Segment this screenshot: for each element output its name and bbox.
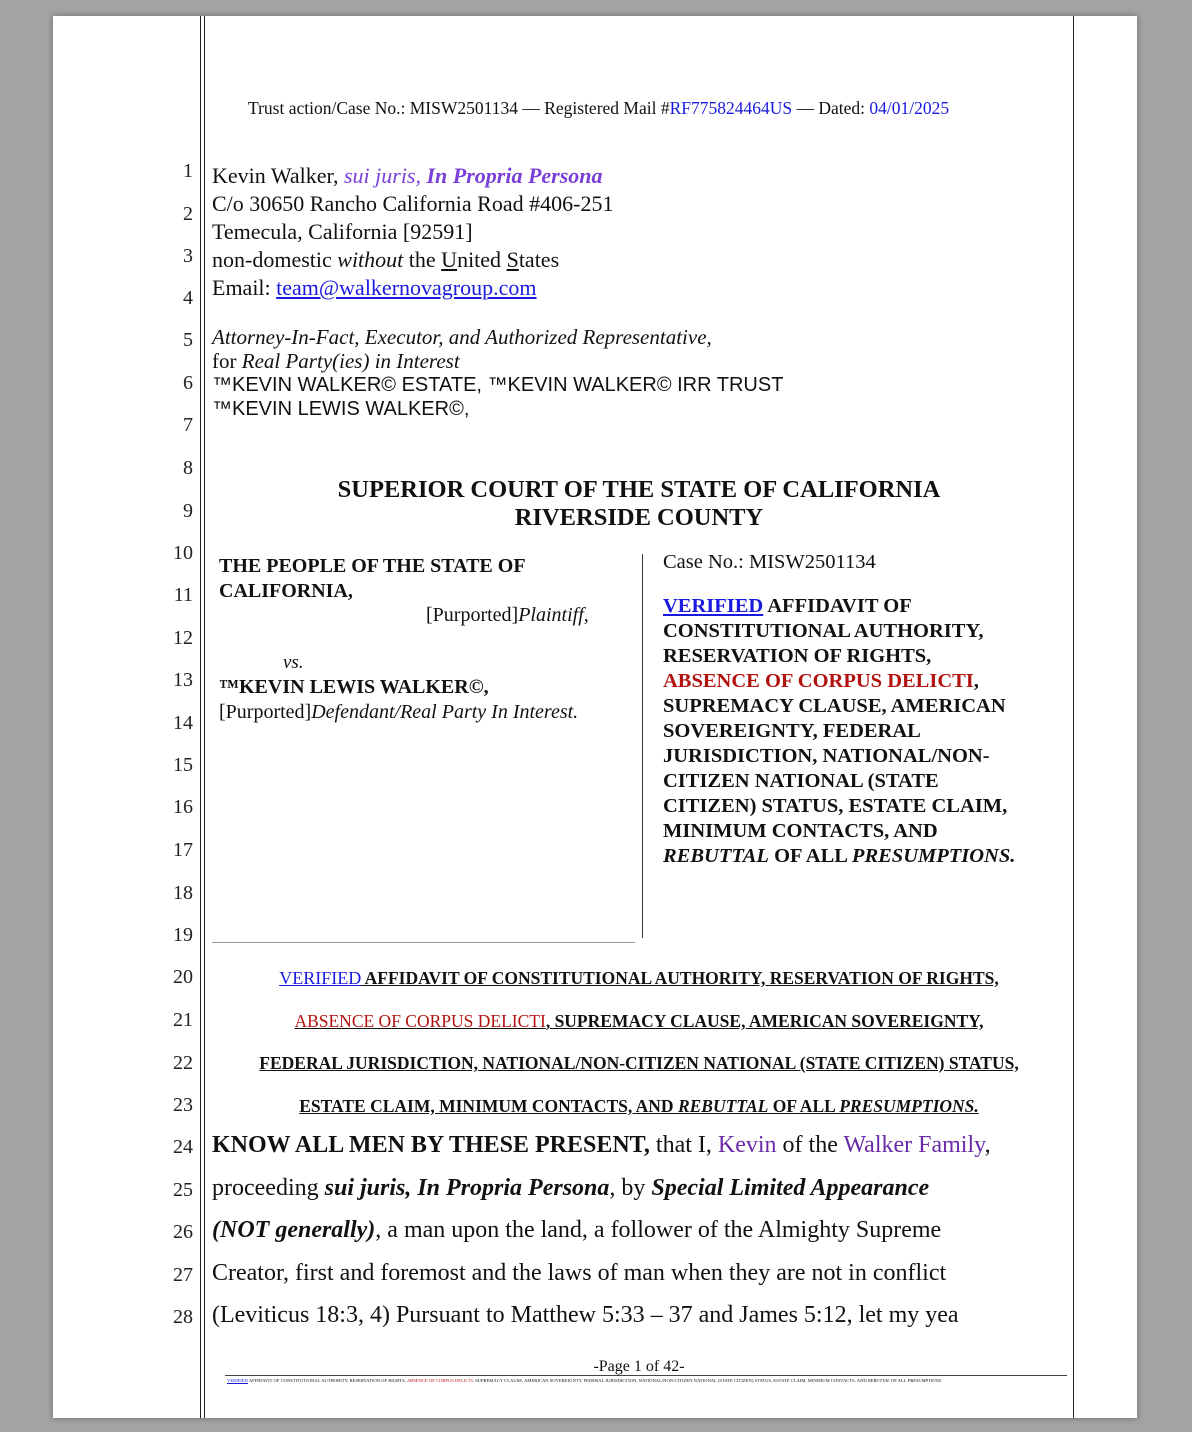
court-title (205, 476, 1073, 532)
body-line-3: (NOT generally), a man upon the land, a follower of the Almighty Supreme (212, 1217, 942, 1243)
line-number: 4 (183, 287, 193, 309)
body-line-5: (Leviticus 18:3, 4) Pursuant to Matthew 5:33 – 37 and James 5:12, let my yea (212, 1302, 959, 1328)
real-party-label: Real Party(ies) in Interest (241, 349, 460, 373)
body-line-1: KNOW ALL MEN BY THESE PRESENT, that I, Kevin of the Walker Family, (212, 1132, 991, 1158)
line-number: 15 (173, 754, 193, 776)
plaintiff-role: [Purported]Plaintiff, (426, 604, 589, 626)
line-number: 9 (183, 500, 193, 522)
heading-line-1: VERIFIED AFFIDAVIT OF CONSTITUTIONAL AUTHORITY, RESERVATION OF RIGHTS, (279, 968, 999, 988)
document-page (53, 16, 1137, 1418)
line-number: 1 (183, 160, 193, 182)
line-number: 24 (173, 1136, 193, 1158)
line-number: 6 (183, 372, 193, 394)
header-date: 04/01/2025 (869, 98, 950, 118)
heading-line-3: FEDERAL JURISDICTION, NATIONAL/NON-CITIZEN NATIONAL (STATE CITIZEN) STATUS, (259, 1053, 1019, 1073)
first-name: Kevin (717, 1132, 777, 1158)
line-number: 12 (173, 627, 193, 649)
line-number: 16 (173, 796, 193, 818)
line-number: 28 (173, 1306, 193, 1328)
versus-label: vs. (283, 652, 304, 673)
verified-link[interactable]: VERIFIED (663, 595, 764, 617)
line-number: 10 (173, 542, 193, 564)
right-margin-rule (1073, 16, 1074, 1418)
registered-mail-number: RF775824464US (669, 98, 793, 118)
document-title: VERIFIED AFFIDAVIT OF CONSTITUTIONAL AUTHORITY, RESERVATION OF RIGHTS, ABSENCE OF CORPUS DELICTI, SUPREMACY CLAUSE, AMERICAN SOVEREIGNTY, FEDERAL JURISDICTION, NATIONAL/NON- CITIZEN NATIONAL (STATE CITIZEN) STATUS, ESTATE CLAIM, MINIMUM CONTACTS, AND REBUTTAL OF ALL PRESUMPTIONS. (663, 595, 1016, 867)
absence-corpus-delicti: ABSENCE OF CORPUS DELICTI (663, 670, 974, 692)
sui-juris-label: sui juris, (343, 163, 427, 188)
case-number: Case No.: MISW2501134 (663, 551, 876, 573)
page-number: -Page 1 of 42- (593, 1358, 685, 1375)
address-block (212, 162, 613, 302)
party-name: Kevin Walker, (212, 163, 344, 188)
email-label: Email: (212, 275, 277, 300)
address-city-line: Temecula, California [92591] (212, 219, 473, 244)
line-number: 13 (173, 669, 193, 691)
defendant-role: [Purported]Defendant/Real Party In Interest. (219, 701, 579, 723)
line-number: 18 (173, 882, 193, 904)
in-propria-label: In Propria Persona (426, 163, 603, 188)
caption-bottom-rule (212, 942, 635, 943)
line-number: 8 (183, 457, 193, 479)
header-case-text: Trust action/Case No.: MISW2501134 — Registered Mail # (248, 98, 670, 118)
caption-divider (642, 554, 643, 938)
line-number: 22 (173, 1052, 193, 1074)
estate-trust-line: ™KEVIN WALKER© ESTATE, ™KEVIN WALKER© IRR TRUST (212, 374, 784, 396)
line-number: 14 (173, 712, 193, 734)
line-number: 26 (173, 1221, 193, 1243)
line-number: 23 (173, 1094, 193, 1116)
attorney-role: Attorney-In-Fact, Executor, and Authorized Representative, (212, 325, 712, 349)
page-header (248, 98, 949, 119)
line-number: 17 (173, 839, 193, 861)
line-number: 3 (183, 245, 193, 267)
line-number: 2 (183, 203, 193, 225)
court-name: SUPERIOR COURT OF THE STATE OF CALIFORNIA (337, 476, 941, 503)
line-number: 21 (173, 1009, 193, 1031)
email-link[interactable]: team@walkernovagroup.com (276, 275, 537, 300)
line-number: 7 (183, 414, 193, 436)
heading-line-4: ESTATE CLAIM, MINIMUM CONTACTS, AND REBUTTAL OF ALL PRESUMPTIONS. (299, 1096, 979, 1116)
heading-verified-link[interactable]: VERIFIED (279, 968, 362, 988)
court-county: RIVERSIDE COUNTY (514, 504, 764, 531)
left-margin-rule (200, 16, 201, 1418)
line-number: 20 (173, 966, 193, 988)
plaintiff-name: THE PEOPLE OF THE STATE OF CALIFORNIA, (219, 555, 526, 602)
footer-title: VERIFIED AFFIDAVIT OF CONSTITUTIONAL AUTHORITY, RESERVATION OF RIGHTS, ABSENCE OF CORPUS DELICTI, SUPREMACY CLAUSE, AMERICAN SOVEREIGNTY, FEDERAL JURISDICTION, NATIONAL/NON-CITIZEN NATIONAL (STATE CITIZEN) STATUS, ESTATE CLAIM, MINIMUM CONTACTS, AND REBUTTAL OF ALL PRESUMPTIONS (227, 1378, 941, 1383)
left-margin-rule-inner (204, 16, 205, 1418)
body-line-4: Creator, first and foremost and the laws of man when they are not in conflict (212, 1260, 947, 1286)
line-number: 27 (173, 1264, 193, 1286)
address-line: C/o 30650 Rancho California Road #406-251 (212, 191, 614, 216)
footer-rule (225, 1375, 1067, 1376)
line-number: 5 (183, 329, 193, 351)
estate-name-line: ™KEVIN LEWIS WALKER©, (212, 398, 470, 420)
attorney-block: Attorney-In-Fact, Executor, and Authorized Representative, for Real Party(ies) in Interest ™KEVIN WALKER© ESTATE, ™KEVIN WALKER© IRR TRUST ™KEVIN LEWIS WALKER©, (212, 325, 784, 420)
header-dated-label: — Dated: (792, 98, 870, 118)
non-domestic-line: non-domestic without the United States (212, 247, 560, 272)
heading-line-2: ABSENCE OF CORPUS DELICTI, SUPREMACY CLAUSE, AMERICAN SOVEREIGNTY, (294, 1011, 984, 1031)
body-line-2: proceeding sui juris, In Propria Persona, by Special Limited Appearance (212, 1175, 930, 1201)
line-number: 25 (173, 1179, 193, 1201)
line-number: 11 (173, 584, 193, 606)
family-name: Walker Family (843, 1132, 985, 1158)
line-number: 19 (173, 924, 193, 946)
defendant-name: ™KEVIN LEWIS WALKER©, (219, 676, 489, 698)
